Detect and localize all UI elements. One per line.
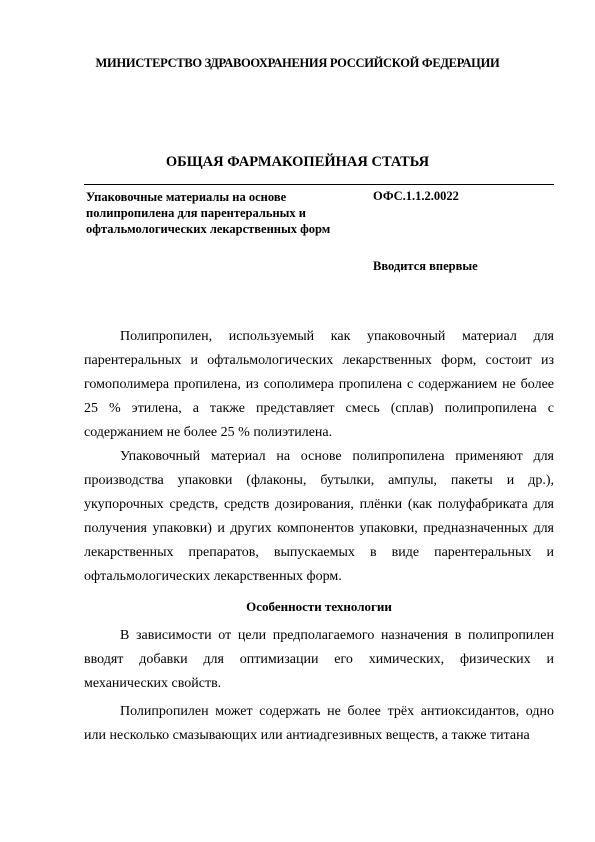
section-heading: Особенности технологии <box>246 599 392 614</box>
article-code: ОФС.1.1.2.0022 <box>373 189 459 203</box>
document-type-title: ОБЩАЯ ФАРМАКОПЕЙНАЯ СТАТЬЯ <box>165 154 430 170</box>
paragraph-3: В зависимости от цели предполагаемого назначения в полипропилен вводят добавки для оптимизации его химических, физических и механических свойств. <box>84 628 554 691</box>
article-title: Упаковочные материалы на основе полипропилена для парентеральных и офтальмологических лекарственных форм <box>86 190 331 236</box>
header-divider <box>84 184 554 185</box>
article-intro-note: Вводится впервые <box>373 259 478 273</box>
ministry-header: МИНИСТЕРСТВО ЗДРАВООХРАНЕНИЯ РОССИЙСКОЙ ФЕДЕРАЦИИ <box>95 56 500 70</box>
paragraph-2: Упаковочный материал на основе полипропилена применяют для производства упаковки (флаконы, бутылки, ампулы, пакеты и др.), укупорочных средств, средств дозирования, плёнки (как полуфабриката для получения упаковки) и других компонентов упаковки, предназначенных для лекарственных препаратов, выпускаемых в виде парентеральных и офтальмологических лекарственных форм. <box>84 449 554 584</box>
paragraph-4: Полипропилен может содержать не более трёх антиоксидантов, одно или несколько смазывающих или антиадгезивных веществ, а также титана <box>84 704 554 743</box>
paragraph-1: Полипропилен, используемый как упаковочный материал для парентеральных и офтальмологических лекарственных форм, состоит из гомополимера пропилена, из сополимера пропилена с содержанием не более 25 % этилена, а также представляет смесь (сплав) полипропилена с содержанием не более 25 % полиэтилена. <box>84 329 554 440</box>
